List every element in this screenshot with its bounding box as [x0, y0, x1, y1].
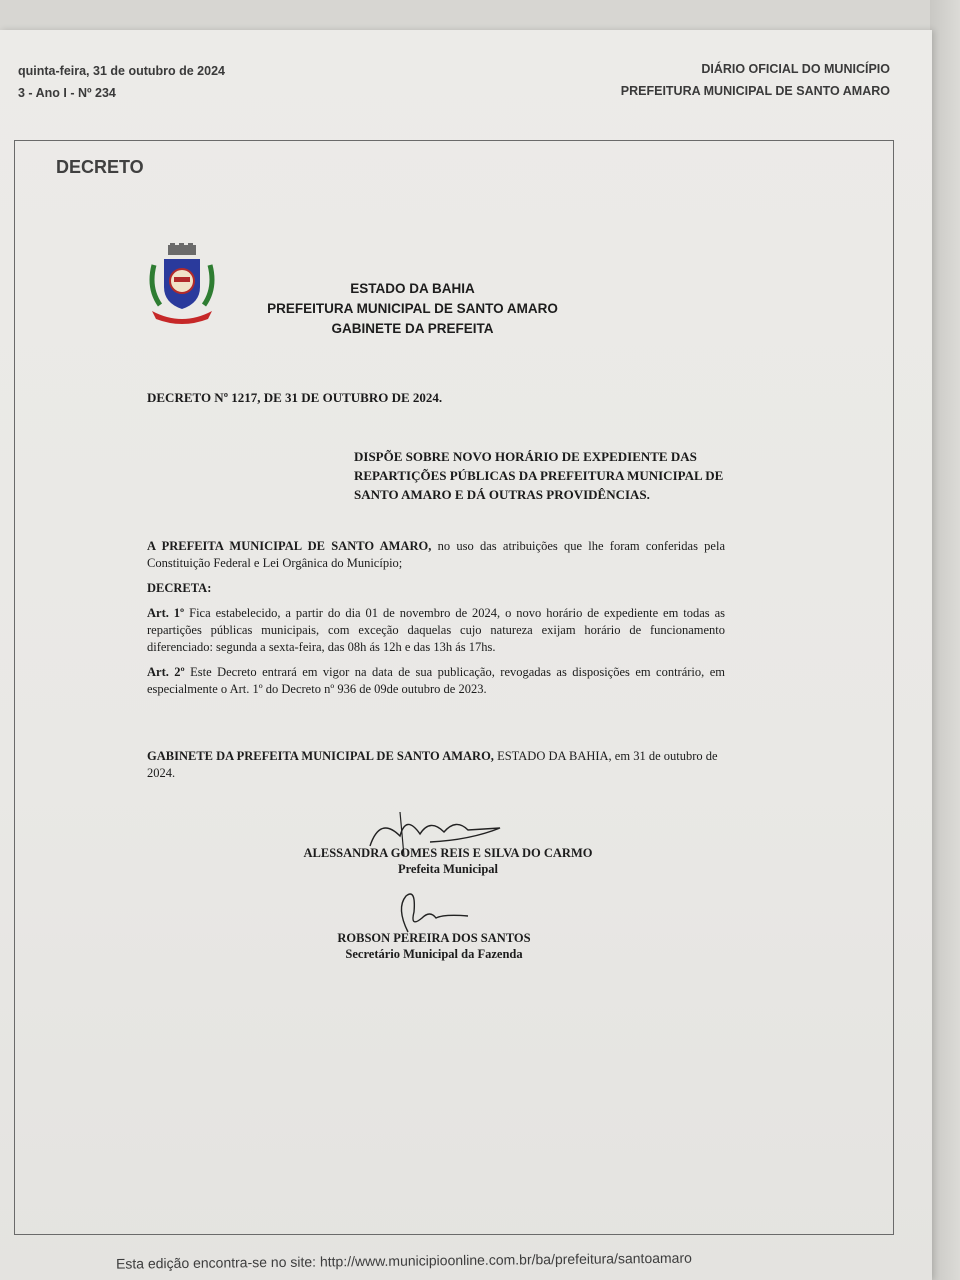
- gazette-name: DIÁRIO OFICIAL DO MUNICÍPIO: [701, 62, 890, 76]
- office-name: GABINETE DA PREFEITA: [331, 321, 494, 336]
- article-2-label: Art. 2º: [147, 665, 185, 679]
- decreta-heading: DECRETA:: [147, 581, 212, 595]
- preamble-text: no uso das atribuições que lhe foram conferidas pela Constituição Federal e Lei Orgânica do Município;: [147, 539, 725, 570]
- closing-text: ESTADO DA BAHIA, em 31 de outubro de 2024.: [147, 749, 718, 780]
- state-name: ESTADO DA BAHIA: [350, 281, 475, 296]
- institution-block: [250, 279, 575, 339]
- article-1: [147, 605, 725, 656]
- signature-secretary: [234, 930, 634, 962]
- city-hall-name: PREFEITURA MUNICIPAL DE SANTO AMARO: [620, 84, 890, 98]
- article-1-text: Fica estabelecido, a partir do dia 01 de novembro de 2024, o novo horário de expediente em todas as repartições públicas municipais, com exceção daquelas cujo natureza exijam horário de funcionamento diferenciado: segunda a sexta-feira, das 08h ás 12h e das 13h ás 17hs.: [147, 606, 725, 654]
- signer-role: Prefeita Municipal: [397, 862, 499, 876]
- footer-url: http://www.municipioonline.com.br/ba/prefeitura/santoamaro: [319, 1249, 692, 1270]
- header-left: [18, 60, 225, 104]
- signature-mayor: [248, 845, 648, 877]
- preamble-bold: A PREFEITA MUNICIPAL DE SANTO AMARO,: [147, 539, 432, 553]
- prefecture-name: PREFEITURA MUNICIPAL DE SANTO AMARO: [267, 301, 558, 316]
- closing-statement: [147, 748, 725, 782]
- closing-bold: GABINETE DA PREFEITA MUNICIPAL DE SANTO AMARO,: [147, 749, 494, 763]
- municipal-crest-icon: [146, 243, 218, 327]
- footer-prefix: Esta edição encontra-se no site:: [115, 1253, 320, 1272]
- publication-date: quinta-feira, 31 de outubro de 2024: [18, 64, 225, 78]
- edition-number: 3 - Ano I - Nº 234: [18, 86, 116, 100]
- decree-body: [147, 538, 725, 706]
- article-2: [147, 664, 725, 698]
- signer-role: Secretário Municipal da Fazenda: [345, 947, 523, 961]
- decree-number: DECRETO Nº 1217, DE 31 DE OUTUBRO DE 2024.: [147, 390, 443, 405]
- preamble: [147, 538, 725, 572]
- article-1-label: Art. 1º: [147, 606, 185, 620]
- wall-background: [930, 0, 960, 1280]
- signer-name: ROBSON PEREIRA DOS SANTOS: [337, 931, 531, 945]
- decree-ementa: DISPÕE SOBRE NOVO HORÁRIO DE EXPEDIENTE DAS REPARTIÇÕES PÚBLICAS DA PREFEITURA MUNICIPAL DE SANTO AMARO E DÁ OUTRAS PROVIDÊNCIAS.: [354, 449, 724, 502]
- section-title: DECRETO: [56, 157, 144, 177]
- signer-name: ALESSANDRA GOMES REIS E SILVA DO CARMO: [303, 846, 593, 860]
- article-2-text: Este Decreto entrará em vigor na data de sua publicação, revogadas as disposições em contrário, em especialmente o Art. 1º do Decreto nº 936 de 09de outubro de 2023.: [147, 665, 725, 696]
- header-right: [621, 58, 890, 102]
